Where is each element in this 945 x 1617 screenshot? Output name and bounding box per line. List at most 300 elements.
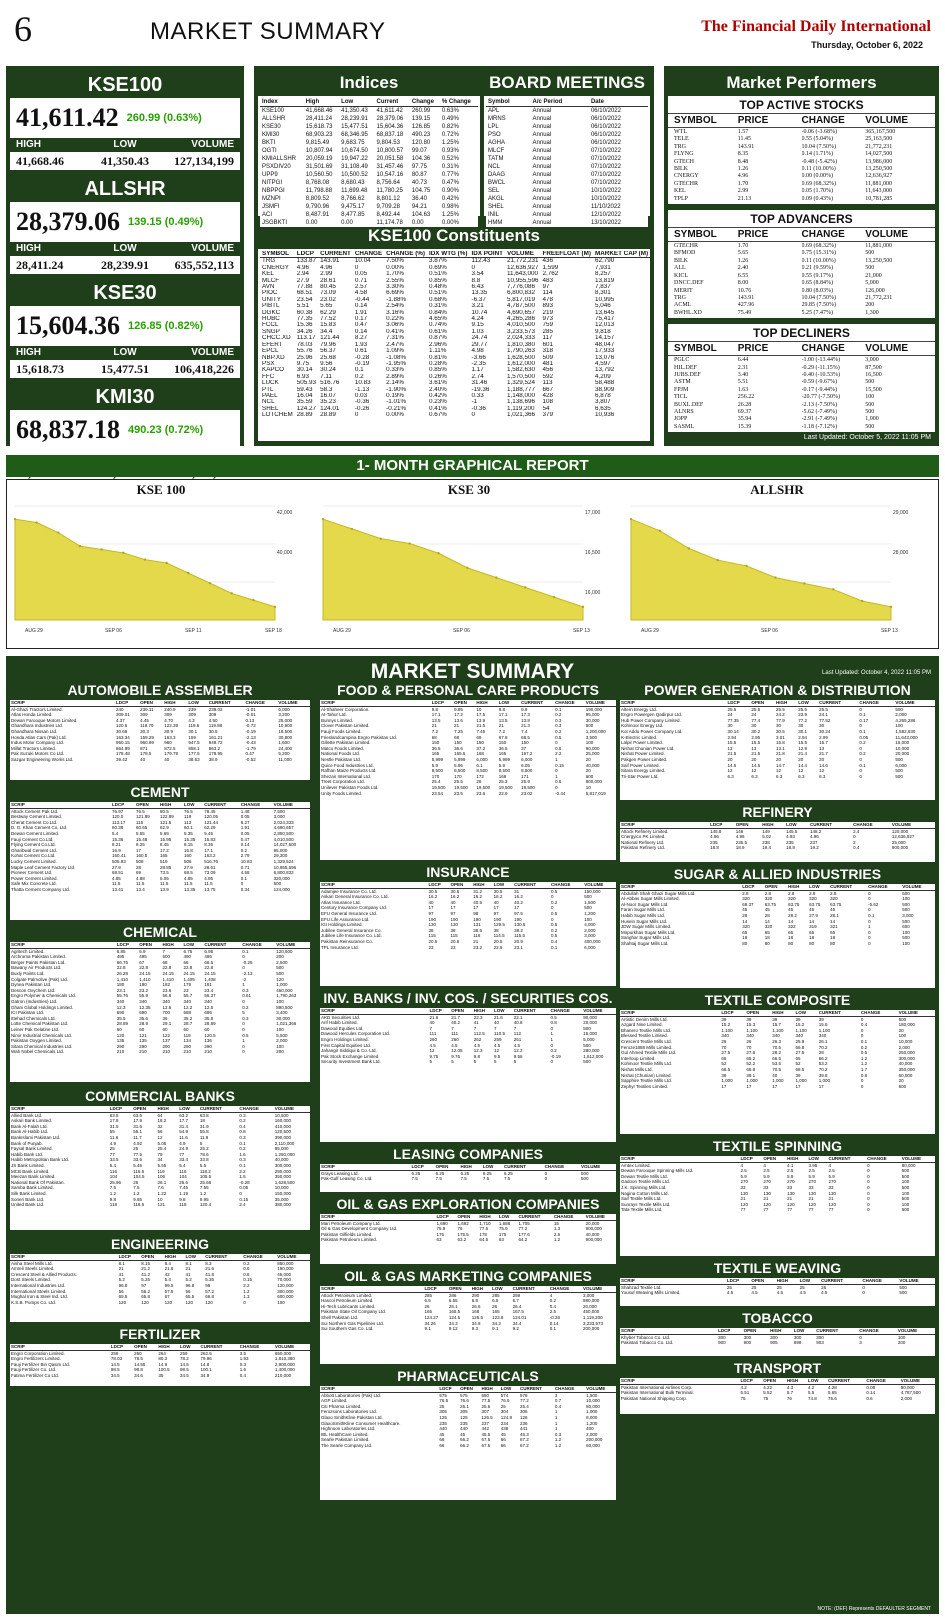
table-cell: 1,582,630 <box>895 728 916 734</box>
column-header: LDCP <box>709 822 735 828</box>
board-meetings-title: BOARD MEETINGS <box>489 73 645 92</box>
performer-cell: WTL <box>674 129 687 135</box>
table-cell: 59.43 <box>296 386 313 393</box>
table-cell: 100 <box>276 998 284 1004</box>
table-cell: Ferozsons Laboratories Ltd. <box>321 1409 378 1415</box>
column-header: CHANGE <box>852 822 891 828</box>
table-cell: 9.56 <box>320 360 333 367</box>
table-cell: 118 <box>179 1202 187 1208</box>
table-cell: Dewan Textile Mills Ltd. <box>621 1173 668 1179</box>
table-cell: 113 <box>184 819 192 825</box>
table-cell: 70,000 <box>277 1277 292 1283</box>
table-cell: 6,000 <box>278 706 290 712</box>
indices-title: Indices <box>339 73 399 92</box>
table-cell: 0.67% <box>429 412 447 419</box>
table-cell: 12 <box>429 1048 435 1054</box>
table-cell: 97 <box>141 1282 147 1288</box>
table-cell: 70 <box>721 1044 727 1050</box>
column-header: CHANGE <box>240 802 273 808</box>
column-header: HIGH <box>471 1286 491 1292</box>
table-cell: 4.92 <box>133 1140 142 1146</box>
table-cell: 0 <box>240 881 244 887</box>
column-header: Change <box>410 98 440 107</box>
performer-cell: -0.06 (-3.68%) <box>801 129 837 135</box>
column-header: CHANGE <box>801 115 845 126</box>
performers-section <box>668 210 935 318</box>
table-cell: 77.52 <box>320 316 336 323</box>
table-cell: -1.01% <box>386 399 407 406</box>
table-cell: 5.51 <box>296 303 310 310</box>
table-cell: 320 <box>764 896 773 902</box>
performer-cell: 1,300 <box>865 309 879 316</box>
table-row <box>10 1049 310 1055</box>
table-cell: Berger Paints Pakistan Ltd. <box>11 959 66 965</box>
table-cell: 0.00 <box>411 220 424 226</box>
table-cell: 120,500 <box>274 1129 291 1135</box>
table-cell: 40.2 <box>451 1020 461 1026</box>
table-cell: 6.25 <box>435 1170 445 1176</box>
table-cell: 25.5 <box>776 706 785 712</box>
table-cell: 864.99 <box>115 745 130 751</box>
table-cell: 8,756.64 <box>376 180 400 186</box>
table-cell: 114 <box>542 290 553 297</box>
table-cell: 23.54 <box>431 790 443 796</box>
table-cell: 113.17 <box>296 335 316 342</box>
table-cell: 65 <box>742 929 748 935</box>
table-cell: 16.2 <box>493 894 503 900</box>
table-cell: 120.05 <box>204 814 218 820</box>
table-cell: 4,597 <box>595 360 611 367</box>
table-cell: 22.8 <box>116 965 126 971</box>
table-cell: 15 <box>553 1220 559 1226</box>
table-cell: 0.4 <box>551 938 558 944</box>
table-cell: 41,350.43 <box>341 108 368 114</box>
volume-label: VOLUME <box>191 243 235 254</box>
table-cell: 3,200 <box>278 712 290 718</box>
column-header: MARKET CAP (M) <box>595 251 649 257</box>
table-cell: 25.96 <box>296 354 313 361</box>
column-header: CHANGE <box>860 1010 898 1016</box>
table-cell: 0.2 <box>859 751 866 757</box>
table-cell: 8.15 <box>141 1260 150 1266</box>
performer-cell: 200 <box>865 302 875 309</box>
column-header: OPEN <box>762 1156 786 1162</box>
table-cell: 38.5 <box>473 927 482 933</box>
performer-cell: 21,772,231 <box>865 143 893 150</box>
table-cell: 13.35 <box>184 886 196 892</box>
column-header: CHANGE <box>867 884 901 890</box>
table-cell: 0 <box>242 1026 245 1032</box>
table-cell: 105.5 <box>199 1174 212 1180</box>
table-cell: 121 <box>157 1202 166 1208</box>
table-cell: 4.1 <box>787 1162 794 1168</box>
table-cell: Sunrays Textile Mills Ltd. <box>621 1201 671 1207</box>
table-cell: 9.8 <box>179 1196 186 1202</box>
high-value: 41,668.46 <box>16 154 64 168</box>
table-cell: 22.8 <box>183 965 193 971</box>
column-header: VOLUME <box>865 115 909 126</box>
table-cell: EPCL <box>262 348 279 355</box>
table-cell: 28.85 <box>160 864 172 870</box>
table-cell: 0.2 <box>240 847 248 853</box>
table-cell: 97.75 <box>411 164 427 170</box>
table-cell: 11.5 <box>160 881 169 887</box>
column-header: CHANGE <box>244 700 277 706</box>
table-cell: Arif Habib Limited. <box>321 1020 358 1026</box>
column-header: LDCP <box>116 942 138 948</box>
table-cell: 9.1 <box>424 1326 431 1332</box>
chart-point <box>122 552 124 554</box>
issue-date: Thursday, October 6, 2022 <box>811 40 923 50</box>
performers-sections <box>668 96 935 432</box>
table-cell: 68,837.18 <box>376 132 404 138</box>
table-cell: 25.5 <box>454 779 463 785</box>
table-cell: 260 <box>451 1036 459 1042</box>
table-cell: 26 <box>721 1038 727 1044</box>
table-cell: 5.55 <box>136 830 145 836</box>
table-cell: 4.85 <box>184 875 193 881</box>
table-cell: 0 <box>242 1043 245 1049</box>
table-cell: Fauji Cement Co.Ltd. <box>11 836 54 842</box>
table-cell: 0 <box>860 1083 864 1089</box>
table-cell: 66 <box>439 1437 445 1443</box>
high-label: HIGH <box>16 347 41 358</box>
table-cell: 15.2 <box>721 1022 731 1028</box>
table-cell: 2,000 <box>900 1395 912 1401</box>
table-cell: 6.55 <box>448 1298 458 1304</box>
table-cell: 516.76 <box>320 380 340 387</box>
table-cell: -0.26 <box>549 1314 560 1320</box>
table-cell: 309 <box>164 712 172 718</box>
table-cell: MZNPI <box>262 196 281 202</box>
performer-cell: PGLC <box>674 357 690 364</box>
table-cell: 1 <box>242 982 245 988</box>
table-cell: 13,645 <box>595 309 615 316</box>
table-cell: 14.6 <box>819 762 828 768</box>
table-cell: 500 <box>901 1207 910 1213</box>
table-row <box>320 1176 616 1182</box>
chart-point <box>803 582 805 584</box>
table-cell: Altern Energy Ltd. <box>621 706 658 712</box>
table-cell: 3,000 <box>584 933 596 939</box>
table-cell: 304 <box>500 1409 509 1415</box>
table-cell: 36.40 <box>411 196 427 202</box>
table-cell: Nishat Mills Ltd. <box>621 1066 653 1072</box>
table-cell: 120.4 <box>199 1202 212 1208</box>
table-cell: 34.5 <box>110 1372 120 1378</box>
column-header: LDCP <box>438 1386 459 1392</box>
table-cell: 10,807.94 <box>305 148 333 154</box>
table-cell: 97.5 <box>514 910 523 916</box>
table-cell: 19,500 <box>431 784 446 790</box>
table-cell: 45 <box>809 907 815 913</box>
table-cell: JSGBKTI <box>262 220 288 226</box>
table-cell: Oil & Gas Development Company Ltd. <box>321 1226 398 1232</box>
table-cell: 120 <box>828 1201 837 1207</box>
chart-point <box>659 530 661 532</box>
table-cell: 34.26 <box>296 328 313 335</box>
table-cell: Pioneer Cement Ltd. <box>11 870 53 876</box>
table-cell: 124.8 <box>500 1414 513 1420</box>
column-header: CHANGE <box>866 1156 901 1162</box>
indices-table <box>260 98 478 227</box>
table-cell: 800,000 <box>585 779 602 785</box>
table-cell: 0.49% <box>441 116 459 122</box>
table-cell: Pak Stock Exchange Limited. <box>321 1053 380 1059</box>
index-change: 139.15 (0.49%) <box>128 216 204 228</box>
table-cell: 340 <box>204 998 212 1004</box>
table-cell: 8.15 <box>184 842 193 848</box>
table-cell: 45 <box>742 907 748 913</box>
table-cell: 690 <box>116 1010 125 1016</box>
table-cell: K-Electric Limited. <box>621 734 658 740</box>
table-cell: Bank Al-Habib Ltd. <box>11 1129 49 1135</box>
column-header: LOW <box>178 1106 199 1112</box>
table-cell: Highnoon Laboratories Ltd. <box>321 1426 376 1432</box>
table-cell: 121.89 <box>136 814 150 820</box>
table-cell: 4.96 <box>710 834 719 840</box>
table-cell: SEL <box>488 188 500 194</box>
column-header: OPEN <box>448 1286 471 1292</box>
table-cell: 67 <box>164 1294 170 1300</box>
table-cell: 9.76 <box>451 1053 461 1059</box>
table-cell: 10,995 <box>595 296 615 303</box>
table-cell: Nestle Pakistan Ltd. <box>321 756 362 762</box>
table-cell: 40 <box>772 1072 778 1078</box>
table-cell: 25.9 <box>795 1038 805 1044</box>
table-cell: 6,800,832 <box>506 290 535 297</box>
table-cell: 75.6 <box>827 1395 837 1401</box>
hlv-header <box>10 138 240 152</box>
table-cell: 67.2 <box>520 1442 529 1448</box>
table-cell: DGKC <box>262 309 281 316</box>
performer-cell: 0.11 (10.00%) <box>801 166 836 173</box>
table-cell: 131 <box>473 922 481 928</box>
table-cell: Attock Petroleum Limited. <box>321 1292 373 1298</box>
table-cell: 5.02 <box>762 834 772 840</box>
table-cell: 6,000 <box>476 756 488 762</box>
table-cell: United Bank Ltd. <box>11 1202 45 1208</box>
table-cell: -0.01 <box>245 712 256 718</box>
performer-cell: BFMOD <box>674 250 696 257</box>
table-cell: 14.4 <box>798 762 807 768</box>
table-cell: 120 <box>141 1299 149 1305</box>
table-cell: 28,239.91 <box>341 116 368 122</box>
table-cell: 25 <box>751 1284 757 1290</box>
column-header: LDCP <box>720 1010 745 1016</box>
table-cell: Fatima Fertilizer Co Ltd. <box>11 1372 60 1378</box>
table-cell: 18 <box>788 935 794 941</box>
category-table-tobacco <box>620 1328 935 1356</box>
table-cell: 210 <box>204 1049 212 1055</box>
table-cell: 21 <box>473 938 479 944</box>
table-cell: 0.00 <box>305 220 318 226</box>
table-cell: 7.2 <box>431 728 438 734</box>
column-header: CURRENT <box>512 1286 549 1292</box>
column-header: LOW <box>807 1378 827 1384</box>
performer-cell: CNERGY <box>674 173 699 180</box>
chart-point <box>57 531 59 533</box>
table-cell: 4.9 <box>179 1140 186 1146</box>
table-cell: 22.8 <box>162 965 172 971</box>
table-cell: 490.23 <box>411 132 431 138</box>
table-cell: 0 <box>860 1016 864 1022</box>
table-cell: 309 <box>188 712 196 718</box>
table-cell: 15,477.51 <box>341 124 368 130</box>
table-cell: 0.00% <box>441 220 459 226</box>
table-cell: 78.6 <box>199 1151 209 1157</box>
table-cell: 30.3 <box>140 728 149 734</box>
table-cell: 17 <box>473 905 479 911</box>
table-cell: 118.79 <box>140 723 154 729</box>
table-cell: 159.29 <box>140 734 154 740</box>
table-cell: 25 <box>821 1284 827 1290</box>
table-cell: 06/10/2022 <box>590 124 621 130</box>
table-cell: 495 <box>204 954 212 960</box>
table-cell: 63.2 <box>179 1112 189 1118</box>
table-cell: 70.2 <box>818 1044 828 1050</box>
column-header: CHANGE <box>544 1164 580 1170</box>
table-cell: 3,400 <box>276 1010 288 1016</box>
table-cell: 14,027,500 <box>273 842 297 848</box>
table-cell: 17 <box>428 905 434 911</box>
table-cell: 340 <box>746 1033 754 1039</box>
table-row <box>620 1340 935 1346</box>
hlv-header <box>10 242 240 256</box>
table-cell: 65.5 <box>185 1294 195 1300</box>
table-cell: 60 <box>204 1026 210 1032</box>
table-cell: 16.2 <box>428 894 438 900</box>
table-cell: 25 <box>726 1284 732 1290</box>
table-cell: 4.37 <box>115 717 125 723</box>
table-cell: 17.5 <box>476 712 486 718</box>
table-cell: 26.1 <box>448 1303 458 1309</box>
volume-value: 635,552,113 <box>174 258 235 272</box>
table-cell: PAEL <box>262 392 278 399</box>
table-cell: 8.8 <box>471 277 481 284</box>
column-header: SCRIP <box>10 1344 110 1350</box>
table-cell: 0 <box>860 1033 864 1039</box>
table-cell: 2.5 <box>549 1309 556 1315</box>
chart-point <box>351 528 353 530</box>
table-cell: 1.03 <box>471 328 484 335</box>
newspaper-name: The Financial Daily International <box>701 18 931 35</box>
table-cell: 500 <box>273 881 282 887</box>
table-cell: 259 <box>494 1036 502 1042</box>
chart-point <box>100 548 102 550</box>
table-cell: Amreli Steels Limited. <box>11 1266 55 1272</box>
table-cell: -1 <box>471 399 478 406</box>
table-cell: 5,000 <box>583 1036 595 1042</box>
table-cell: 10,800.57 <box>376 148 404 154</box>
table-cell: 18 <box>199 1118 205 1124</box>
table-cell: JDW Sugar Mills Limited. <box>621 924 672 930</box>
table-cell: 25.2 <box>199 1146 209 1152</box>
table-row <box>620 1084 935 1090</box>
table-cell: 62.9 <box>160 825 169 831</box>
table-cell: 500 <box>276 970 284 976</box>
table-cell: 1 <box>555 756 558 762</box>
table-cell: 90,000 <box>585 745 600 751</box>
table-cell: 70.5 <box>772 1044 782 1050</box>
table-cell: 240 <box>115 706 124 712</box>
table-cell: 11,174.78 <box>376 220 403 226</box>
table-cell: 33 <box>828 1184 834 1190</box>
table-cell: 270 <box>787 1179 795 1185</box>
index-value-row <box>10 202 240 242</box>
column-header: LOW <box>182 942 203 948</box>
table-cell: 340 <box>721 1033 729 1039</box>
table-cell: Matco Foods Limited. <box>321 745 365 751</box>
column-header: VOLUME <box>897 1328 935 1334</box>
column-header: OPEN <box>139 700 163 706</box>
table-cell: 52.2 <box>746 1061 756 1067</box>
table-cell: 0.2 <box>239 1118 246 1124</box>
table-cell: 121 <box>139 1032 147 1038</box>
table-cell: 0.63% <box>441 108 459 114</box>
column-header: VOLUME <box>901 884 935 890</box>
performer-cell: -20.77 (-7.50%) <box>801 394 840 401</box>
table-cell: 270 <box>808 1179 816 1185</box>
performer-cell: 1.63 <box>737 386 749 393</box>
column-header: CHANGE <box>554 700 585 706</box>
table-cell: 40 <box>140 756 146 762</box>
table-cell: 0.1 <box>551 944 558 950</box>
table-cell: J.K. Spinning Mills Ltd. <box>621 1184 667 1190</box>
column-header: SCRIP <box>320 700 431 706</box>
table-cell: 0.3 <box>239 1134 246 1140</box>
table-cell: 24.2 <box>776 712 785 718</box>
table-cell: 70.5 <box>772 1066 782 1072</box>
table-cell: 0.3 <box>242 987 249 993</box>
table-cell: 0 <box>868 896 871 902</box>
table-cell: 500 <box>895 706 903 712</box>
table-cell: 26.3 <box>772 1038 782 1044</box>
column-header: SCRIP <box>10 1106 109 1112</box>
table-cell: 15.5 <box>727 740 737 746</box>
table-cell: Leiner Pak Gelatine Ltd. <box>11 1026 60 1032</box>
category-title-inv-banks-inv-cos-securities-cos: INV. BANKS / INV. COS. / SECURITIES COS. <box>323 990 613 1006</box>
table-cell: 0.5 <box>550 1014 557 1020</box>
chart-point <box>861 600 863 602</box>
table-cell: 119 <box>157 1168 165 1174</box>
category-title-transport: TRANSPORT <box>733 1360 822 1376</box>
table-cell: Descon Oxychem Ltd. <box>11 987 56 993</box>
table-cell: 68 <box>454 734 460 740</box>
chart-point <box>437 552 439 554</box>
category-table-refinery <box>620 822 935 862</box>
table-cell: 0.1 <box>240 875 248 881</box>
table-cell: 35 <box>158 1372 164 1378</box>
performer-cell: 13,986,000 <box>865 158 893 165</box>
table-cell: 0 <box>551 916 554 922</box>
table-cell: 21.7 <box>819 751 828 757</box>
table-cell: 0.41% <box>386 328 405 335</box>
table-cell: 7.6 <box>157 1185 164 1191</box>
table-cell: 500 <box>580 1170 589 1176</box>
table-cell: KAPCO <box>262 367 285 374</box>
column-header: SCRIP <box>320 1386 438 1392</box>
table-cell: 322 <box>788 924 796 930</box>
table-cell: 56 <box>157 1129 163 1135</box>
table-cell: Unilever Pakistan Foods Ltd. <box>321 784 379 790</box>
table-cell: 118.2 <box>199 1168 211 1174</box>
column-header: LOW <box>493 882 513 888</box>
table-cell: Dynea Pakistan Ltd. <box>11 982 52 988</box>
column-header: LOW <box>498 700 520 706</box>
table-cell: 4.58 <box>354 290 368 297</box>
low-label: LOW <box>113 243 137 254</box>
